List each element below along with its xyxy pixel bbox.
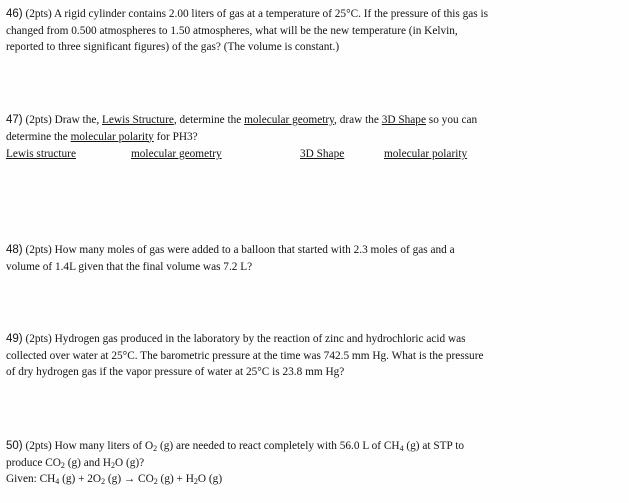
answer-column-headers [6, 148, 618, 166]
subscript: 2 [60, 460, 65, 470]
subscript: 2 [153, 444, 158, 453]
term-molecular-polarity: molecular polarity [70, 130, 154, 143]
equation-text: O (g) [197, 473, 223, 485]
subscript: 4 [399, 444, 404, 453]
question-46-line-1 [6, 6, 618, 23]
subscript: 2 [193, 477, 198, 486]
subscript: 2 [101, 477, 106, 486]
question-text: Draw the, [54, 114, 103, 126]
question-49-line-2: collected over water at 25°C. The barometric pressure at the time was 742.5 mm Hg. What is the pressure [6, 349, 484, 362]
question-points: (2pts) [25, 333, 52, 345]
question-text: How many liters of O [54, 440, 154, 452]
question-text: (g) at STP to [403, 440, 465, 452]
equation-text: (g) + 2O [59, 473, 102, 485]
question-50-given-equation [6, 471, 618, 488]
subscript: 2 [153, 477, 158, 486]
question-47-line-1 [6, 112, 618, 129]
question-46 [6, 6, 618, 56]
question-points: (2pts) [25, 8, 52, 20]
question-50 [6, 438, 618, 488]
question-number: 46) [6, 8, 23, 20]
question-number: 50) [6, 440, 23, 452]
question-points: (2pts) [25, 114, 52, 126]
question-text: O (g)? [115, 456, 145, 469]
equation-text: (g) + H [157, 473, 194, 485]
question-text: Hydrogen gas produced in the laboratory by the reaction of zinc and hydrochloric acid was [54, 333, 466, 345]
question-number: 49) [6, 333, 23, 345]
question-47 [6, 112, 618, 145]
question-text: A rigid cylinder contains 2.00 liters of gas at a temperature of 25°C. If the pressure of this gas is [54, 8, 489, 20]
question-50-line-2 [6, 455, 618, 472]
question-points: (2pts) [25, 440, 52, 452]
question-49 [6, 331, 618, 381]
question-48 [6, 242, 618, 275]
question-number: 48) [6, 244, 23, 256]
question-49-line-3: of dry hydrogen gas if the vapor pressure of water at 25°C is 23.8 mm Hg? [6, 366, 345, 378]
question-48-line-1 [6, 242, 618, 259]
question-50-line-1 [6, 438, 618, 455]
question-text: , draw the [334, 114, 382, 126]
question-text: , determine the [173, 114, 245, 126]
term-molecular-geometry: molecular geometry [244, 114, 335, 126]
subscript: 2 [111, 460, 116, 470]
question-points: (2pts) [25, 244, 52, 256]
header-lewis-structure: Lewis structure [6, 148, 76, 160]
question-46-line-3: reported to three significant figures) of the gas? (The volume is constant.) [6, 41, 340, 53]
header-molecular-polarity: molecular polarity [384, 148, 468, 160]
question-46-line-2: changed from 0.500 atmospheres to 1.50 atmospheres, what will be the new temperature (in Kelvin, [6, 24, 458, 37]
question-text: so you can [425, 114, 478, 126]
question-47-line-2 [6, 129, 618, 146]
question-text: for PH3? [153, 130, 198, 143]
header-3d-shape: 3D Shape [300, 148, 345, 160]
question-49-line-1 [6, 331, 618, 348]
equation-text: Given: CH [6, 473, 56, 485]
header-molecular-geometry: molecular geometry [131, 148, 222, 160]
question-text: produce CO [6, 456, 61, 469]
term-lewis-structure: Lewis Structure [102, 114, 174, 126]
subscript: 4 [55, 477, 60, 486]
question-text: How many moles of gas were added to a balloon that started with 2.3 moles of gas and a [54, 244, 455, 256]
equation-text: (g) → CO [105, 473, 154, 485]
question-text: (g) and H [64, 456, 112, 469]
question-number: 47) [6, 114, 23, 126]
term-3d-shape: 3D Shape [381, 114, 426, 126]
question-text: (g) are needed to react completely with 56.0 L of CH [157, 440, 400, 452]
question-text: determine the [6, 130, 71, 143]
question-48-line-2: volume of 1.4L given that the final volume was 7.2 L? [6, 260, 253, 273]
